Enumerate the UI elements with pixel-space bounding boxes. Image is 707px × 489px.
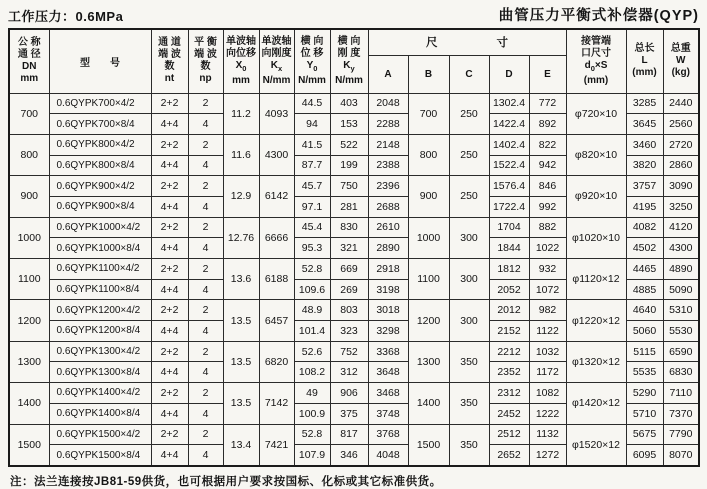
cell-nt: 4+4: [151, 155, 188, 176]
cell-d: 1422.4: [489, 114, 529, 135]
cell-pipe: φ720×10: [566, 93, 626, 134]
cell-c: 350: [449, 424, 489, 466]
cell-e: 892: [529, 114, 566, 135]
table-row: [9, 300, 699, 321]
cell-np: 2: [188, 93, 223, 114]
cell-a: 2688: [368, 196, 408, 217]
cell-y0: 97.1: [294, 196, 330, 217]
header-row-1: [9, 29, 699, 55]
cell-y0: 108.2: [294, 362, 330, 383]
col-header-size: 尺 寸: [368, 29, 566, 55]
cell-np: 4: [188, 445, 223, 466]
cell-model: 0.6QYPK1000×4/2: [49, 217, 151, 238]
cell-kx: 6820: [259, 341, 294, 382]
cell-pipe: φ1420×12: [566, 383, 626, 424]
ky-symbol: $K_y$: [343, 59, 355, 73]
cell-x0: 13.5: [223, 300, 259, 341]
cell-np: 2: [188, 176, 223, 197]
cell-model: 0.6QYPK1000×8/4: [49, 238, 151, 259]
cell-w: 2860: [663, 155, 699, 176]
col-header-kx: 单波轴 向刚度 $K_x$ N/mm: [259, 29, 294, 93]
cell-b: 900: [408, 176, 449, 217]
cell-np: 2: [188, 383, 223, 404]
cell-w: 7790: [663, 424, 699, 445]
cell-model: 0.6QYPK1300×4/2: [49, 341, 151, 362]
cell-kx: 4300: [259, 134, 294, 175]
cell-c: 350: [449, 341, 489, 382]
cell-l: 3645: [626, 114, 663, 135]
table-row: [9, 383, 699, 404]
col-header-size-c: C: [449, 55, 489, 93]
cell-a: 4048: [368, 445, 408, 466]
cell-d: 1704: [489, 217, 529, 238]
cell-l: 4502: [626, 238, 663, 259]
col-header-size-d: D: [489, 55, 529, 93]
cell-b: 1300: [408, 341, 449, 382]
cell-y0: 100.9: [294, 403, 330, 424]
cell-d: 2312: [489, 383, 529, 404]
table-row: [9, 424, 699, 445]
cell-a: 3648: [368, 362, 408, 383]
cell-dn: 1300: [9, 341, 49, 382]
cell-ky: 323: [330, 321, 368, 342]
cell-a: 3468: [368, 383, 408, 404]
cell-pipe: φ1120×12: [566, 259, 626, 300]
cell-pipe: φ1220×12: [566, 300, 626, 341]
cell-w: 5090: [663, 279, 699, 300]
cell-ky: 669: [330, 259, 368, 280]
cell-w: 6590: [663, 341, 699, 362]
cell-nt: 4+4: [151, 362, 188, 383]
cell-np: 2: [188, 300, 223, 321]
cell-y0: 94: [294, 114, 330, 135]
cell-dn: 1000: [9, 217, 49, 258]
cell-y0: 101.4: [294, 321, 330, 342]
cell-w: 2720: [663, 134, 699, 155]
cell-np: 2: [188, 217, 223, 238]
cell-l: 5115: [626, 341, 663, 362]
cell-l: 3820: [626, 155, 663, 176]
cell-dn: 700: [9, 93, 49, 134]
cell-kx: 6142: [259, 176, 294, 217]
cell-l: 3460: [626, 134, 663, 155]
cell-ky: 153: [330, 114, 368, 135]
cell-pipe: φ1020×10: [566, 217, 626, 258]
cell-y0: 95.3: [294, 238, 330, 259]
x0-symbol: $X_0$: [235, 59, 247, 73]
cell-x0: 12.9: [223, 176, 259, 217]
cell-c: 300: [449, 217, 489, 258]
cell-ky: 312: [330, 362, 368, 383]
cell-e: 1072: [529, 279, 566, 300]
cell-model: 0.6QYPK1500×4/2: [49, 424, 151, 445]
cell-np: 4: [188, 403, 223, 424]
cell-y0: 87.7: [294, 155, 330, 176]
cell-nt: 4+4: [151, 321, 188, 342]
cell-x0: 13.5: [223, 341, 259, 382]
cell-nt: 2+2: [151, 341, 188, 362]
col-header-length: 总长 L (mm): [626, 29, 663, 93]
cell-np: 2: [188, 424, 223, 445]
cell-model: 0.6QYPK1100×4/2: [49, 259, 151, 280]
cell-w: 7370: [663, 403, 699, 424]
col-header-weight: 总重 W (kg): [663, 29, 699, 93]
cell-nt: 2+2: [151, 134, 188, 155]
table-row: [9, 259, 699, 280]
col-header-y0: 横 向 位 移 $Y_0$ N/mm: [294, 29, 330, 93]
cell-model: 0.6QYPK1400×8/4: [49, 403, 151, 424]
cell-model: 0.6QYPK1100×8/4: [49, 279, 151, 300]
cell-d: 2052: [489, 279, 529, 300]
cell-x0: 13.5: [223, 383, 259, 424]
cell-pipe: φ1520×12: [566, 424, 626, 466]
cell-y0: 52.8: [294, 424, 330, 445]
cell-l: 5290: [626, 383, 663, 404]
cell-a: 2890: [368, 238, 408, 259]
cell-model: 0.6QYPK1500×8/4: [49, 445, 151, 466]
cell-d: 1812: [489, 259, 529, 280]
cell-ky: 281: [330, 196, 368, 217]
cell-w: 7110: [663, 383, 699, 404]
cell-x0: 13.4: [223, 424, 259, 466]
cell-e: 942: [529, 155, 566, 176]
cell-a: 2288: [368, 114, 408, 135]
cell-nt: 2+2: [151, 93, 188, 114]
page-title: 曲管压力平衡式补偿器(QYP): [498, 8, 699, 24]
cell-d: 2012: [489, 300, 529, 321]
cell-nt: 2+2: [151, 217, 188, 238]
cell-c: 250: [449, 134, 489, 175]
cell-nt: 4+4: [151, 238, 188, 259]
cell-nt: 4+4: [151, 196, 188, 217]
cell-b: 700: [408, 93, 449, 134]
cell-d: 1402.4: [489, 134, 529, 155]
page-header: [8, 4, 699, 25]
cell-b: 800: [408, 134, 449, 175]
cell-w: 6830: [663, 362, 699, 383]
table-row: [9, 217, 699, 238]
cell-l: 4195: [626, 196, 663, 217]
col-header-pipe: 接管端 口尺寸 $d_0\times S$ (mm): [566, 29, 626, 93]
cell-d: 1844: [489, 238, 529, 259]
cell-w: 3250: [663, 196, 699, 217]
cell-a: 3748: [368, 403, 408, 424]
cell-ky: 403: [330, 93, 368, 114]
cell-l: 3757: [626, 176, 663, 197]
cell-b: 1200: [408, 300, 449, 341]
cell-w: 4300: [663, 238, 699, 259]
cell-l: 4885: [626, 279, 663, 300]
cell-c: 300: [449, 300, 489, 341]
cell-e: 992: [529, 196, 566, 217]
cell-model: 0.6QYPK800×4/2: [49, 134, 151, 155]
cell-np: 2: [188, 134, 223, 155]
kx-symbol: $K_x$: [270, 59, 283, 73]
cell-a: 2918: [368, 259, 408, 280]
cell-np: 4: [188, 238, 223, 259]
col-header-x0: 单波轴 向位移 $X_0$ mm: [223, 29, 259, 93]
cell-e: 1082: [529, 383, 566, 404]
cell-e: 772: [529, 93, 566, 114]
cell-model: 0.6QYPK900×8/4: [49, 196, 151, 217]
cell-a: 2610: [368, 217, 408, 238]
cell-kx: 4093: [259, 93, 294, 134]
cell-y0: 49: [294, 383, 330, 404]
cell-model: 0.6QYPK1400×4/2: [49, 383, 151, 404]
cell-x0: 13.6: [223, 259, 259, 300]
cell-y0: 48.9: [294, 300, 330, 321]
cell-e: 932: [529, 259, 566, 280]
cell-d: 2652: [489, 445, 529, 466]
cell-y0: 109.6: [294, 279, 330, 300]
cell-e: 846: [529, 176, 566, 197]
cell-ky: 199: [330, 155, 368, 176]
cell-y0: 44.5: [294, 93, 330, 114]
cell-l: 5535: [626, 362, 663, 383]
cell-w: 4890: [663, 259, 699, 280]
cell-l: 5710: [626, 403, 663, 424]
cell-kx: 7421: [259, 424, 294, 466]
cell-ky: 830: [330, 217, 368, 238]
cell-model: 0.6QYPK1200×4/2: [49, 300, 151, 321]
table-row: [9, 134, 699, 155]
cell-np: 2: [188, 259, 223, 280]
cell-model: 0.6QYPK1200×8/4: [49, 321, 151, 342]
cell-a: 2388: [368, 155, 408, 176]
cell-e: 1272: [529, 445, 566, 466]
cell-e: 1032: [529, 341, 566, 362]
cell-ky: 522: [330, 134, 368, 155]
cell-pipe: φ920×10: [566, 176, 626, 217]
cell-e: 1172: [529, 362, 566, 383]
cell-np: 4: [188, 196, 223, 217]
cell-model: 0.6QYPK900×4/2: [49, 176, 151, 197]
cell-ky: 375: [330, 403, 368, 424]
cell-b: 1000: [408, 217, 449, 258]
cell-e: 1022: [529, 238, 566, 259]
table-row: [9, 176, 699, 197]
cell-nt: 2+2: [151, 383, 188, 404]
cell-d: 2152: [489, 321, 529, 342]
col-header-size-e: E: [529, 55, 566, 93]
cell-ky: 269: [330, 279, 368, 300]
cell-np: 4: [188, 279, 223, 300]
cell-model: 0.6QYPK700×4/2: [49, 93, 151, 114]
cell-dn: 1100: [9, 259, 49, 300]
cell-nt: 2+2: [151, 424, 188, 445]
cell-e: 882: [529, 217, 566, 238]
cell-ky: 752: [330, 341, 368, 362]
cell-d: 1722.4: [489, 196, 529, 217]
cell-d: 2452: [489, 403, 529, 424]
cell-nt: 2+2: [151, 300, 188, 321]
cell-y0: 52.6: [294, 341, 330, 362]
cell-x0: 11.2: [223, 93, 259, 134]
cell-ky: 817: [330, 424, 368, 445]
cell-y0: 107.9: [294, 445, 330, 466]
col-header-np: 平 衡 端 波 数 np: [188, 29, 223, 93]
cell-np: 4: [188, 155, 223, 176]
cell-a: 2048: [368, 93, 408, 114]
cell-c: 350: [449, 383, 489, 424]
cell-e: 822: [529, 134, 566, 155]
cell-model: 0.6QYPK800×8/4: [49, 155, 151, 176]
cell-a: 3768: [368, 424, 408, 445]
cell-model: 0.6QYPK1300×8/4: [49, 362, 151, 383]
col-header-dn: 公 称 通 径 DN mm: [9, 29, 49, 93]
cell-y0: 45.7: [294, 176, 330, 197]
cell-d: 1576.4: [489, 176, 529, 197]
footnote: 注：法兰连接按JB81-59供货，也可根据用户要求按国标、化标或其它标准供货。: [10, 475, 442, 488]
cell-ky: 803: [330, 300, 368, 321]
spec-table: [8, 28, 700, 467]
cell-d: 2352: [489, 362, 529, 383]
cell-np: 4: [188, 362, 223, 383]
cell-w: 8070: [663, 445, 699, 466]
cell-a: 3198: [368, 279, 408, 300]
cell-dn: 1200: [9, 300, 49, 341]
cell-w: 2440: [663, 93, 699, 114]
cell-b: 1500: [408, 424, 449, 466]
cell-pipe: φ820×10: [566, 134, 626, 175]
col-header-size-a: A: [368, 55, 408, 93]
cell-a: 2148: [368, 134, 408, 155]
cell-model: 0.6QYPK700×8/4: [49, 114, 151, 135]
cell-kx: 7142: [259, 383, 294, 424]
cell-dn: 1500: [9, 424, 49, 466]
cell-w: 3090: [663, 176, 699, 197]
cell-w: 5530: [663, 321, 699, 342]
cell-b: 1100: [408, 259, 449, 300]
col-header-nt: 通 道 端 波 数 nt: [151, 29, 188, 93]
cell-dn: 1400: [9, 383, 49, 424]
cell-e: 1222: [529, 403, 566, 424]
cell-a: 3018: [368, 300, 408, 321]
cell-a: 3368: [368, 341, 408, 362]
cell-nt: 2+2: [151, 259, 188, 280]
table-row: [9, 93, 699, 114]
cell-np: 4: [188, 321, 223, 342]
cell-nt: 2+2: [151, 176, 188, 197]
cell-l: 4465: [626, 259, 663, 280]
col-header-ky: 横 向 刚 度 $K_y$ N/mm: [330, 29, 368, 93]
cell-nt: 4+4: [151, 114, 188, 135]
cell-nt: 4+4: [151, 279, 188, 300]
cell-w: 4120: [663, 217, 699, 238]
cell-l: 4640: [626, 300, 663, 321]
cell-a: 3298: [368, 321, 408, 342]
cell-l: 6095: [626, 445, 663, 466]
cell-e: 982: [529, 300, 566, 321]
table-body: [9, 93, 699, 466]
cell-d: 1522.4: [489, 155, 529, 176]
cell-kx: 6457: [259, 300, 294, 341]
cell-ky: 346: [330, 445, 368, 466]
cell-kx: 6666: [259, 217, 294, 258]
cell-c: 250: [449, 93, 489, 134]
cell-ky: 906: [330, 383, 368, 404]
cell-l: 5675: [626, 424, 663, 445]
cell-b: 1400: [408, 383, 449, 424]
cell-l: 3285: [626, 93, 663, 114]
cell-d: 2212: [489, 341, 529, 362]
cell-c: 300: [449, 259, 489, 300]
cell-y0: 52.8: [294, 259, 330, 280]
cell-w: 5310: [663, 300, 699, 321]
cell-w: 2560: [663, 114, 699, 135]
cell-dn: 900: [9, 176, 49, 217]
col-header-size-b: B: [408, 55, 449, 93]
cell-pipe: φ1320×12: [566, 341, 626, 382]
cell-l: 4082: [626, 217, 663, 238]
cell-y0: 41.5: [294, 134, 330, 155]
cell-nt: 4+4: [151, 445, 188, 466]
cell-e: 1122: [529, 321, 566, 342]
cell-l: 5060: [626, 321, 663, 342]
pressure-label: 工作压力：0.6MPa: [8, 9, 124, 24]
cell-dn: 800: [9, 134, 49, 175]
table-row: [9, 341, 699, 362]
cell-np: 4: [188, 114, 223, 135]
cell-x0: 11.6: [223, 134, 259, 175]
cell-c: 250: [449, 176, 489, 217]
y0-symbol: $Y_0$: [306, 59, 318, 73]
col-header-model: 型 号: [49, 29, 151, 93]
cell-d: 1302.4: [489, 93, 529, 114]
cell-ky: 750: [330, 176, 368, 197]
cell-x0: 12.76: [223, 217, 259, 258]
cell-d: 2512: [489, 424, 529, 445]
cell-kx: 6188: [259, 259, 294, 300]
cell-y0: 45.4: [294, 217, 330, 238]
cell-np: 2: [188, 341, 223, 362]
cell-e: 1132: [529, 424, 566, 445]
pipe-symbol: $d_0\times S$: [584, 59, 608, 73]
cell-ky: 321: [330, 238, 368, 259]
cell-a: 2396: [368, 176, 408, 197]
cell-nt: 4+4: [151, 403, 188, 424]
